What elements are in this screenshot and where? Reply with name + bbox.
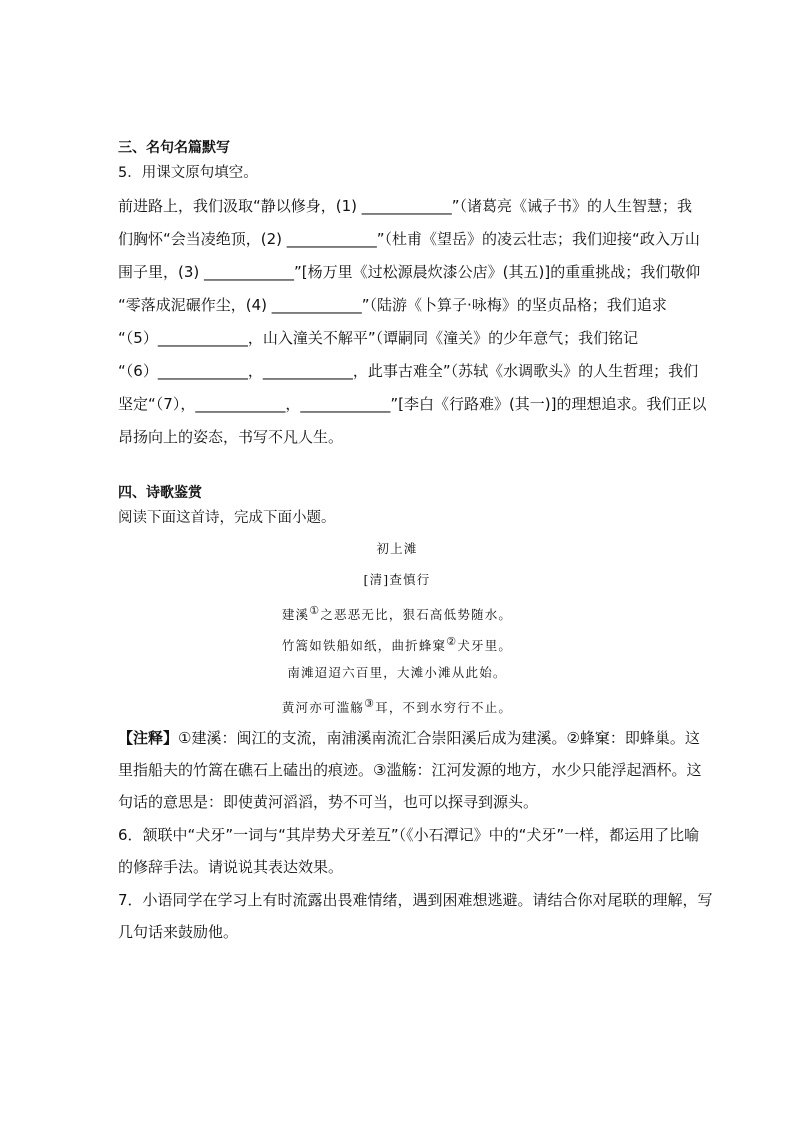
poem-line-2-text-a: 竹篙如铁船如纸，曲折蜂窠 — [281, 638, 447, 654]
poem-line-3-text: 南滩迢迢六百里，大滩小滩从此始。 — [287, 665, 507, 680]
notes-text-1: ①建溪：闽江的支流，南浦溪南流汇合崇阳溪后成为建溪。②蜂窠：即蜂巢。这 — [178, 729, 700, 747]
question-6-line-1: 6．颔联中“犬牙”一词与“其岸势犬牙差互”（《小石潭记》中的“犬牙”一样，都运用了比喻 — [118, 826, 700, 844]
notes-label: 【注释】 — [118, 729, 179, 747]
fill-line-1: 前进路上，我们汲取“静以修身，(1) ____________”（诸葛亮《诫子书》的人生智慧；我 — [118, 197, 693, 215]
poem-title: 初上滩 — [376, 541, 418, 556]
fill-line-4: “零落成泥碾作尘，(4) ____________”（陆游《卜算子·咏梅》的坚贞品格；我们追求 — [118, 296, 667, 314]
section4-intro: 阅读下面这首诗，完成下面小题。 — [118, 510, 336, 526]
poem-line-4-text-b: 耳，不到水穷行不止。 — [375, 700, 513, 716]
poem-line-1-text-a: 建溪 — [281, 607, 310, 623]
poem-line-3 — [0, 664, 794, 682]
fill-line-3: 围子里，(3) ____________”[杨万里《过松源晨炊漆公店》(其五)]的重重挑战；我们敬仰 — [118, 263, 701, 281]
fill-line-8: 昂扬向上的姿态，书写不凡人生。 — [118, 428, 344, 446]
fill-line-5: “（5）____________，山入潼关不解平”（谭嗣同《潼关》的少年意气；我们铭记 — [118, 329, 639, 347]
fill-line-6: “（6）____________，____________，此事古难全”（苏轼《水调歌头》的人生哲理；我们 — [118, 362, 699, 380]
question-5: 5．用课文原句填空。 — [118, 165, 258, 181]
poem-line-4 — [0, 695, 794, 717]
poem-note-marker-1: ① — [309, 604, 321, 617]
fill-line-2: 们胸怀“会当凌绝顶，(2) ____________”（杜甫《望岳》的凌云壮志；我们迎接“政入万山 — [118, 230, 700, 248]
section4-heading: 四、诗歌鉴赏 — [118, 485, 202, 501]
section3-heading: 三、名句名篇默写 — [118, 140, 230, 156]
question-6-line-2: 的修辞手法。请说说其表达效果。 — [118, 858, 344, 876]
notes-line-1 — [118, 728, 700, 748]
poem-author: [清]查慎行 — [363, 572, 431, 587]
poem-line-1-text-b: 之恶恶无比，狠石高低势随水。 — [320, 607, 513, 623]
poem-line-2 — [0, 633, 794, 655]
poem-line-1 — [0, 602, 794, 624]
poem-note-marker-2: ② — [446, 635, 458, 648]
poem-line-2-text-b: 犬牙里。 — [457, 638, 513, 654]
poem-line-4-text-a: 黄河亦可滥觞 — [281, 700, 365, 716]
question-7-line-2: 几句话来鼓励他。 — [118, 923, 239, 941]
fill-line-7: 坚定“（7），____________，____________”[李白《行路难》(其一)]的理想追求。我们正以 — [118, 395, 707, 413]
notes-line-2: 里指船夫的竹篙在礁石上磕出的痕迹。③滥觞：江河发源的地方，水少只能浮起酒杯。这 — [118, 761, 702, 779]
notes-line-3: 句话的意思是：即使黄河滔滔，势不可当，也可以探寻到源头。 — [118, 793, 539, 811]
poem-note-marker-3: ③ — [364, 697, 376, 710]
question-7-line-1: 7．小语同学在学习上有时流露出畏难情绪，遇到困难想逃避。请结合你对尾联的理解，写 — [118, 891, 713, 909]
